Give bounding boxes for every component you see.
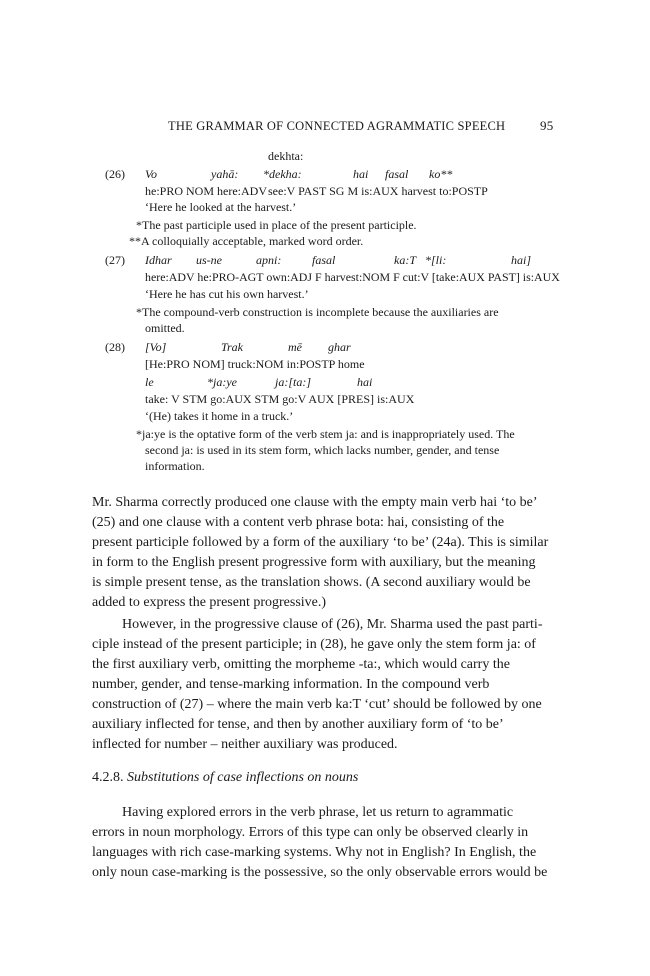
body-line: Having explored errors in the verb phrase, let us return to agrammatic: [122, 805, 514, 820]
ex26-gloss: he:PRO NOM here:ADV: [145, 184, 267, 198]
ex28-note: information.: [145, 459, 205, 473]
page-number: 95: [540, 118, 554, 133]
ex27-word: fasal: [312, 253, 336, 267]
section-title: Substitutions of case inflections on nouns: [127, 770, 359, 785]
body-line: (25) and one clause with a content verb phrase bota: hai, consisting of the: [92, 515, 505, 530]
ex27-word: Idhar: [145, 253, 172, 267]
ex26-note: *The past participle used in place of the present participle.: [136, 218, 417, 232]
ex26-word: *dekha:: [263, 167, 302, 181]
body-line: However, in the progressive clause of (26), Mr. Sharma used the past parti-: [122, 617, 543, 632]
body-line: Mr. Sharma correctly produced one clause with the empty main verb hai ‘to be’: [92, 495, 538, 510]
body-line: auxiliary inflected for tense, and then by another auxiliary form of ‘to be’: [92, 717, 504, 732]
ex26-number: (26): [105, 167, 125, 181]
body-line: present participle followed by a form of the auxiliary ‘to be’ (24a). This is similar: [92, 535, 549, 550]
ex28-word: ja:[ta:]: [275, 375, 311, 389]
body-line: construction of (27) – where the main verb ka:T ‘cut’ should be followed by one: [92, 697, 542, 712]
ex28-word: *ja:ye: [207, 375, 237, 389]
ex27-word: *[li:: [425, 253, 447, 267]
body-line: added to express the present progressive.): [92, 595, 327, 610]
ex28-note: second ja: is used in its stem form, which lacks number, gender, and tense: [145, 443, 500, 457]
ex28-translation: ‘(He) takes it home in a truck.’: [145, 409, 294, 423]
ex26-gloss: see:V PAST SG M is:AUX harvest to:POSTP: [268, 184, 488, 198]
ex26-word: fasal: [385, 167, 409, 181]
ex28-gloss: take: V STM go:AUX STM go:V AUX [PRES] is:AUX: [145, 392, 415, 406]
section-number: 4.2.8.: [92, 770, 124, 785]
body-line: inflected for number – neither auxiliary was produced.: [92, 737, 398, 752]
ex26-note: **A colloquially acceptable, marked word order.: [129, 234, 364, 248]
ex28-gloss: [He:PRO NOM] truck:NOM in:POSTP home: [145, 357, 365, 371]
ex28-note: *ja:ye is the optative form of the verb stem ja: and is inappropriately used. The: [136, 427, 515, 441]
ex27-word: us-ne: [196, 253, 222, 267]
ex28-word: [Vo]: [145, 340, 167, 354]
ex26-overflow-word: dekhta:: [268, 149, 304, 163]
body-line: errors in noun morphology. Errors of this type can only be observed clearly in: [92, 825, 529, 840]
ex28-word: ghar: [328, 340, 351, 354]
body-line: languages with rich case-marking systems. Why not in English? In English, the: [92, 845, 537, 860]
ex26-word: yahā:: [211, 167, 239, 181]
body-line: number, gender, and tense-marking information. In the compound verb: [92, 677, 490, 692]
body-line: ciple instead of the present participle; in (28), he gave only the stem form ja: of: [92, 637, 536, 652]
ex27-note: *The compound-verb construction is incomplete because the auxiliaries are: [136, 305, 499, 319]
running-title: THE GRAMMAR OF CONNECTED AGRAMMATIC SPEECH: [168, 119, 506, 133]
ex28-word: le: [145, 375, 154, 389]
body-line: in form to the English present progressive form with auxiliary, but the meaning: [92, 555, 536, 570]
ex28-word: Trak: [221, 340, 244, 354]
ex28-number: (28): [105, 340, 125, 354]
ex27-word: hai]: [511, 253, 532, 267]
ex27-translation: ‘Here he has cut his own harvest.’: [145, 287, 309, 301]
ex27-word: ka:T: [394, 253, 416, 267]
ex27-note: omitted.: [145, 321, 185, 335]
ex26-translation: ‘Here he looked at the harvest.’: [145, 200, 297, 214]
ex26-word: hai: [353, 167, 369, 181]
ex26-word: Vo: [145, 167, 157, 181]
section-heading: [92, 770, 358, 786]
ex26-word: ko**: [429, 167, 453, 181]
ex28-word: hai: [357, 375, 373, 389]
ex27-gloss: here:ADV he:PRO-AGT own:ADJ F harvest:NOM F cut:V [take:AUX PAST] is:AUX: [145, 270, 560, 284]
body-line: is simple present tense, as the translation shows. (A second auxiliary would be: [92, 575, 531, 590]
body-line: the first auxiliary verb, omitting the morpheme -ta:, which would carry the: [92, 657, 510, 672]
ex27-number: (27): [105, 253, 125, 267]
ex27-word: apni:: [256, 253, 282, 267]
ex28-word: mē: [288, 340, 302, 354]
body-line: only noun case-marking is the possessive, so the only observable errors would be: [92, 865, 548, 880]
